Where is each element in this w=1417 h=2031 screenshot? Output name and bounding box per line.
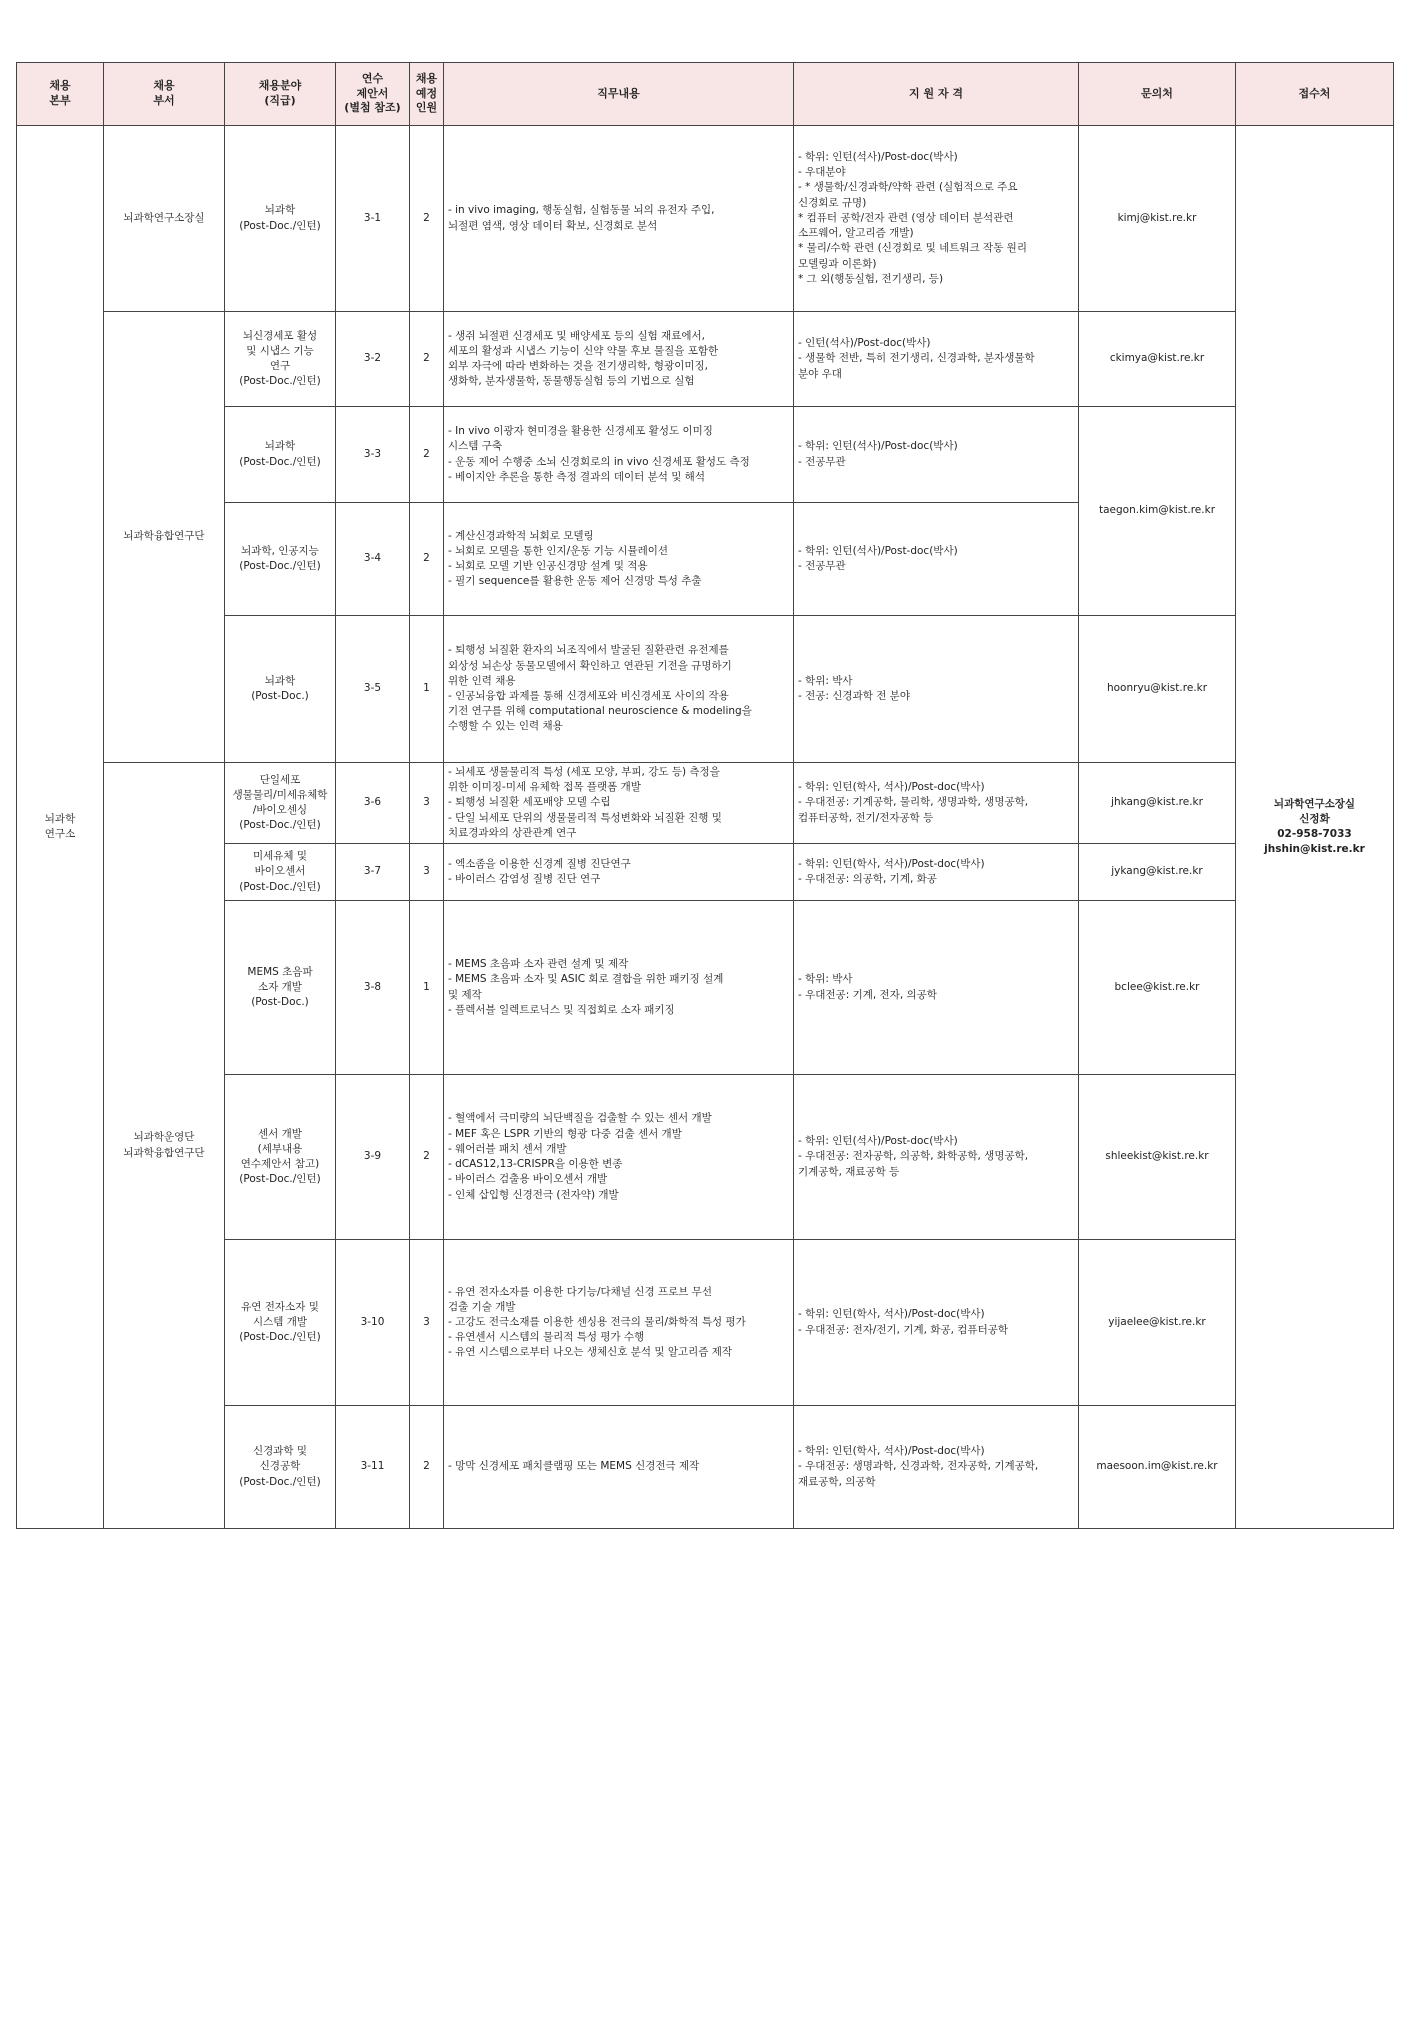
field-cell: 미세유체 및 바이오센서 (Post-Doc./인턴) (225, 844, 336, 901)
code-cell: 3-9 (336, 1075, 410, 1240)
code-cell: 3-11 (336, 1406, 410, 1529)
header-duties: 직무내용 (444, 63, 794, 126)
code-cell: 3-3 (336, 407, 410, 503)
contact-email[interactable]: bclee@kist.re.kr (1079, 901, 1236, 1075)
quals-cell: - 학위: 인턴(석사)/Post-doc(박사) - 전공무관 (794, 503, 1079, 616)
duties-cell: - 뇌세포 생물물리적 특성 (세포 모양, 부피, 강도 등) 측정을 위한 이미징-미세 유체학 접목 플랫폼 개발 - 퇴행성 뇌질환 세포배양 모델 수립 - 단일 뇌세포 단위의 생물물리적 특성변화와 뇌질환 진행 및 치료경과와의 상관관계 연구 (444, 763, 794, 844)
field-cell: 뇌과학 (Post-Doc.) (225, 616, 336, 763)
table-row (17, 312, 1394, 407)
header-division: 채용 본부 (17, 63, 104, 126)
header-dept: 채용 부서 (104, 63, 225, 126)
quals-cell: - 학위: 인턴(학사, 석사)/Post-doc(박사) - 우대전공: 전자/전기, 기계, 화공, 컴퓨터공학 (794, 1240, 1079, 1406)
header-receipt: 접수처 (1236, 63, 1394, 126)
contact-email[interactable]: taegon.kim@kist.re.kr (1079, 407, 1236, 616)
contact-email[interactable]: jhkang@kist.re.kr (1079, 763, 1236, 844)
code-cell: 3-8 (336, 901, 410, 1075)
header-proposal: 연수 제안서 (별첨 참조) (336, 63, 410, 126)
quota-cell: 1 (410, 901, 444, 1075)
quals-cell: - 인턴(석사)/Post-doc(박사) - 생물학 전반, 특히 전기생리, 신경과학, 분자생물학 분야 우대 (794, 312, 1079, 407)
quota-cell: 2 (410, 503, 444, 616)
quals-cell: - 학위: 박사 - 우대전공: 기계, 전자, 의공학 (794, 901, 1079, 1075)
field-cell: 센서 개발 (세부내용 연수제안서 참고) (Post-Doc./인턴) (225, 1075, 336, 1240)
division-cell: 뇌과학 연구소 (17, 126, 104, 1529)
contact-email[interactable]: hoonryu@kist.re.kr (1079, 616, 1236, 763)
quals-cell: - 학위: 인턴(석사)/Post-doc(박사) - 전공무관 (794, 407, 1079, 503)
duties-cell: - 계산신경과학적 뇌회로 모델링 - 뇌회로 모델을 통한 인지/운동 기능 시뮬레이션 - 뇌회로 모델 기반 인공신경망 설계 및 적용 - 필기 sequence를 활용한 운동 제어 신경망 특성 추출 (444, 503, 794, 616)
header-field: 채용분야 (직급) (225, 63, 336, 126)
header-row (17, 63, 1394, 126)
duties-cell: - 유연 전자소자를 이용한 다기능/다채널 신경 프로브 무선 검출 기술 개발 - 고강도 전극소재를 이용한 센싱용 전극의 물리/화학적 특성 평가 - 유연센서 시스템의 물리적 특성 평가 수행 - 유연 시스템으로부터 나오는 생체신호 분석 및 알고리즘 제작 (444, 1240, 794, 1406)
header-contact: 문의처 (1079, 63, 1236, 126)
quals-cell: - 학위: 박사 - 전공: 신경과학 전 분야 (794, 616, 1079, 763)
code-cell: 3-6 (336, 763, 410, 844)
code-cell: 3-2 (336, 312, 410, 407)
contact-email[interactable]: yijaelee@kist.re.kr (1079, 1240, 1236, 1406)
table-row (17, 126, 1394, 312)
field-cell: 뇌과학 (Post-Doc./인턴) (225, 407, 336, 503)
code-cell: 3-7 (336, 844, 410, 901)
field-cell: 단일세포 생물물리/미세유체학 /바이오센싱 (Post-Doc./인턴) (225, 763, 336, 844)
contact-email[interactable]: jykang@kist.re.kr (1079, 844, 1236, 901)
quota-cell: 2 (410, 312, 444, 407)
quota-cell: 3 (410, 763, 444, 844)
duties-cell: - 엑소좀을 이용한 신경계 질병 진단연구 - 바이러스 감염성 질병 진단 연구 (444, 844, 794, 901)
header-qualifications: 지 원 자 격 (794, 63, 1079, 126)
contact-email[interactable]: ckimya@kist.re.kr (1079, 312, 1236, 407)
duties-cell: - 퇴행성 뇌질환 환자의 뇌조직에서 발굴된 질환관련 유전제를 외상성 뇌손상 동물모델에서 확인하고 연관된 기전을 규명하기 위한 인력 채용 - 인공뇌융합 과제를 통해 신경세포와 비신경세포 사이의 작용 기전 연구를 위해 computational neuroscience & modeling을 수행할 수 있는 인력 채용 (444, 616, 794, 763)
code-cell: 3-10 (336, 1240, 410, 1406)
quota-cell: 2 (410, 407, 444, 503)
code-cell: 3-1 (336, 126, 410, 312)
code-cell: 3-4 (336, 503, 410, 616)
field-cell: 유연 전자소자 및 시스템 개발 (Post-Doc./인턴) (225, 1240, 336, 1406)
quota-cell: 1 (410, 616, 444, 763)
quals-cell: - 학위: 인턴(학사, 석사)/Post-doc(박사) - 우대전공: 생명과학, 신경과학, 전자공학, 기계공학, 재료공학, 의공학 (794, 1406, 1079, 1529)
dept-cell: 뇌과학융합연구단 (104, 312, 225, 763)
field-cell: 뇌과학 (Post-Doc./인턴) (225, 126, 336, 312)
dept-cell: 뇌과학운영단 뇌과학융합연구단 (104, 763, 225, 1529)
quals-cell: - 학위: 인턴(석사)/Post-doc(박사) - 우대분야 - * 생물학/신경과학/약학 관련 (실험적으로 주요 신경회로 규명) * 컴퓨터 공학/전자 관련 (영상 데이터 분석관련 소프웨어, 알고리즘 개발) * 물리/수학 관련 (신경회로 및 네트워크 작동 원리 모델링과 이론화) * 그 외(행동실험, 전기생리, 등) (794, 126, 1079, 312)
contact-email[interactable]: shleekist@kist.re.kr (1079, 1075, 1236, 1240)
field-cell: 뇌신경세포 활성 및 시냅스 기능 연구 (Post-Doc./인턴) (225, 312, 336, 407)
header-quota: 채용 예정 인원 (410, 63, 444, 126)
field-cell: 신경과학 및 신경공학 (Post-Doc./인턴) (225, 1406, 336, 1529)
duties-cell: - 혈액에서 극미량의 뇌단백질을 검출할 수 있는 센서 개발 - MEF 혹은 LSPR 기반의 형광 다중 검출 센서 개발 - 웨어러블 패치 센서 개발 - dCAS12,13-CRISPR을 이용한 변종 - 바이러스 검출용 바이오센서 개발 - 인체 삽입형 신경전극 (전자약) 개발 (444, 1075, 794, 1240)
dept-cell: 뇌과학연구소장실 (104, 126, 225, 312)
code-cell: 3-5 (336, 616, 410, 763)
table-row (17, 763, 1394, 844)
duties-cell: - In vivo 이광자 현미경을 활용한 신경세포 활성도 이미징 시스템 구축 - 운동 제어 수행중 소뇌 신경회로의 in vivo 신경세포 활성도 측정 - 베이지안 추론을 통한 측정 결과의 데이터 분석 및 해석 (444, 407, 794, 503)
contact-email[interactable]: kimj@kist.re.kr (1079, 126, 1236, 312)
duties-cell: - in vivo imaging, 행동실험, 실험동물 뇌의 유전자 주입, 뇌절편 염색, 영상 데이터 확보, 신경회로 분석 (444, 126, 794, 312)
quota-cell: 2 (410, 1075, 444, 1240)
duties-cell: - 망막 신경세포 패치클램핑 또는 MEMS 신경전극 제작 (444, 1406, 794, 1529)
quals-cell: - 학위: 인턴(석사)/Post-doc(박사) - 우대전공: 전자공학, 의공학, 화학공학, 생명공학, 기계공학, 재료공학 등 (794, 1075, 1079, 1240)
duties-cell: - MEMS 초음파 소자 관련 설계 및 제작 - MEMS 초음파 소자 및 ASIC 회로 결합을 위한 패키징 설계 및 제작 - 플렉서블 일렉트로닉스 및 직접회로 소자 패키징 (444, 901, 794, 1075)
field-cell: 뇌과학, 인공지능 (Post-Doc./인턴) (225, 503, 336, 616)
field-cell: MEMS 초음파 소자 개발 (Post-Doc.) (225, 901, 336, 1075)
quals-cell: - 학위: 인턴(학사, 석사)/Post-doc(박사) - 우대전공: 의공학, 기계, 화공 (794, 844, 1079, 901)
recruitment-table (16, 62, 1394, 1529)
quota-cell: 3 (410, 844, 444, 901)
quota-cell: 2 (410, 1406, 444, 1529)
receipt-cell: 뇌과학연구소장실 신정화 02-958-7033 jhshin@kist.re.kr (1236, 126, 1394, 1529)
quota-cell: 2 (410, 126, 444, 312)
quota-cell: 3 (410, 1240, 444, 1406)
quals-cell: - 학위: 인턴(학사, 석사)/Post-doc(박사) - 우대전공: 기계공학, 물리학, 생명과학, 생명공학, 컴퓨터공학, 전기/전자공학 등 (794, 763, 1079, 844)
contact-email[interactable]: maesoon.im@kist.re.kr (1079, 1406, 1236, 1529)
duties-cell: - 생쥐 뇌절편 신경세포 및 배양세포 등의 실험 재료에서, 세포의 활성과 시냅스 기능이 신약 약물 후보 물질을 포함한 외부 자극에 따라 변화하는 것을 전기생리학, 형광이미징, 생화학, 분자생물학, 동물행동실험 등의 기법으로 실험 (444, 312, 794, 407)
